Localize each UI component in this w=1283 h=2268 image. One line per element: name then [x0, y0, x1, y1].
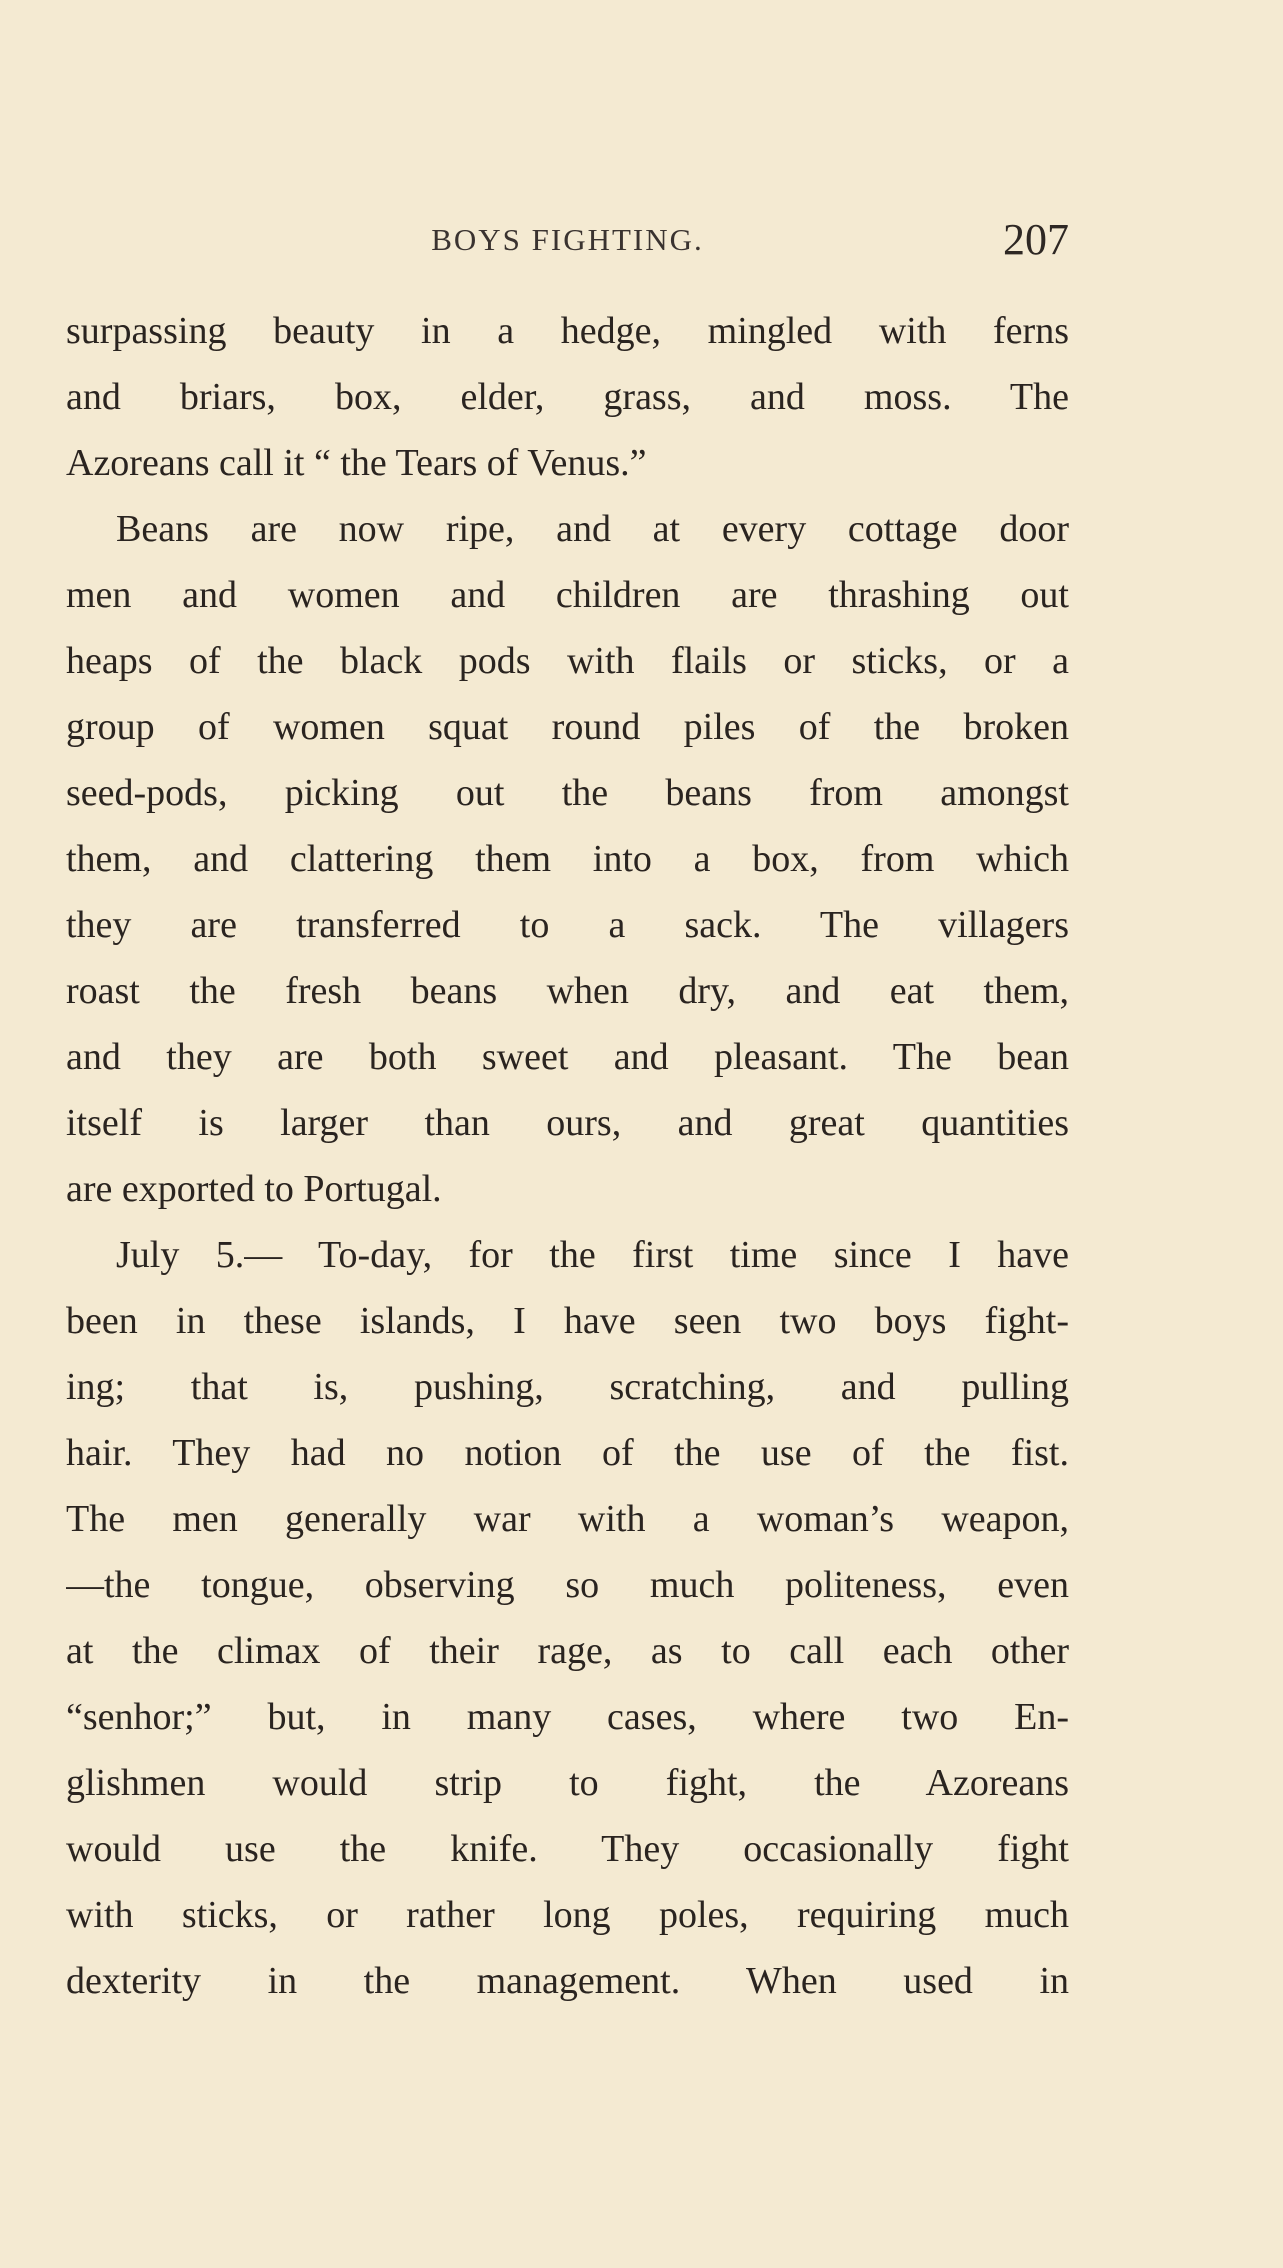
text-line: surpassing beauty in a hedge, mingled with ferns — [66, 310, 1069, 352]
text-line: heaps of the black pods with flails or sticks, or a — [66, 640, 1069, 682]
text-line: are exported to Portugal. — [66, 1168, 442, 1210]
running-head: BOYS FIGHTING. — [431, 222, 704, 257]
text-line: with sticks, or rather long poles, requiring much — [66, 1894, 1069, 1936]
text-line: roast the fresh beans when dry, and eat them, — [66, 970, 1069, 1012]
text-line: hair. They had no notion of the use of the fist. — [66, 1432, 1069, 1474]
text-line: at the climax of their rage, as to call each other — [66, 1630, 1069, 1672]
text-line: —the tongue, observing so much politeness, even — [66, 1564, 1069, 1606]
text-line: would use the knife. They occasionally fight — [66, 1828, 1069, 1870]
text-line: dexterity in the management. When used in — [66, 1960, 1069, 2002]
text-line: them, and clattering them into a box, from which — [66, 838, 1069, 880]
text-line: and they are both sweet and pleasant. The bean — [66, 1036, 1069, 1078]
text-line: group of women squat round piles of the broken — [66, 706, 1069, 748]
text-line: seed-pods, picking out the beans from amongst — [66, 772, 1069, 814]
page-header — [66, 214, 1069, 270]
text-line: and briars, box, elder, grass, and moss. The — [66, 376, 1069, 418]
text-line: been in these islands, I have seen two boys fight- — [66, 1300, 1069, 1342]
text-line: Azoreans call it “ the Tears of Venus.” — [66, 442, 647, 484]
text-line: The men generally war with a woman’s weapon, — [66, 1498, 1069, 1540]
text-line: itself is larger than ours, and great quantities — [66, 1102, 1069, 1144]
page-number: 207 — [1003, 215, 1069, 264]
body-text — [66, 298, 1069, 2014]
text-line: “senhor;” but, in many cases, where two En- — [66, 1696, 1069, 1738]
text-line: ing; that is, pushing, scratching, and pulling — [66, 1366, 1069, 1408]
text-line: glishmen would strip to fight, the Azoreans — [66, 1762, 1069, 1804]
text-line: men and women and children are thrashing out — [66, 574, 1069, 616]
text-line: July 5.— To-day, for the first time since I have — [116, 1234, 1069, 1276]
text-line: they are transferred to a sack. The villagers — [66, 904, 1069, 946]
text-line: Beans are now ripe, and at every cottage door — [116, 508, 1069, 550]
